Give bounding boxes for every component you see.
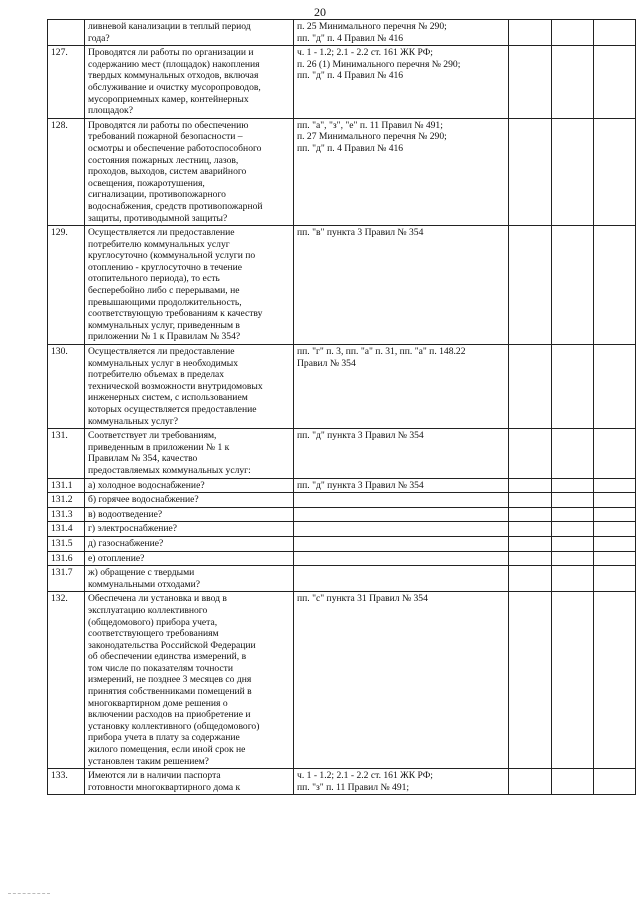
answer-cell[interactable] [509,769,552,795]
reference-line: п. 25 Минимального перечня № 290; [297,21,447,32]
question-line: круглосуточно (коммунальной услуги по [88,250,256,262]
question-cell [85,46,294,119]
answer-cell[interactable] [509,429,552,478]
table-row [48,345,636,429]
reference-line: п. 26 (1) Минимального перечня № 290; [297,58,461,70]
question-line: в) водоотведение? [88,508,163,520]
table-row [48,536,636,551]
question-cell [85,226,294,345]
question-line: мусороприемных камер, контейнерных [88,93,249,105]
item-number: 130. [48,345,85,429]
answer-cell[interactable] [509,493,552,508]
answer-cell[interactable] [509,551,552,566]
question-line: соответствующую требованиям к качеству [88,308,263,320]
reference-cell [294,769,509,795]
question-cell [85,566,294,592]
reference-line: пп. "д" п. 4 Правил № 416 [297,32,404,44]
question-cell [85,536,294,551]
question-line: Осуществляется ли предоставление [88,227,235,239]
question-line: жилого помещения, если иной срок не [88,744,246,756]
table-row [48,592,636,769]
footer-mark [8,893,50,895]
question-line: приведенным в приложении № 1 к [88,441,230,453]
item-number: 131.3 [48,507,85,522]
reference-cell [294,345,509,429]
answer-cell[interactable] [552,536,594,551]
answer-cell[interactable] [552,478,594,493]
question-line: эксплуатацию коллективного [88,604,208,616]
question-line: готовности многоквартирного дома к [88,781,241,793]
table-row [48,118,636,225]
answer-cell[interactable] [552,226,594,345]
question-line: потребителю коммунальных услуг [88,238,230,250]
item-number: 131.6 [48,551,85,566]
item-number: 131.7 [48,566,85,592]
table-row [48,46,636,119]
question-cell [85,429,294,478]
reference-cell [294,493,509,508]
question-line: Проводятся ли работы по организации и [88,47,254,59]
question-line: требований пожарной безопасности – [88,131,243,143]
reference-line: ч. 1 - 1.2; 2.1 - 2.2 ст. 161 ЖК РФ; [297,770,433,782]
item-number: 132. [48,592,85,769]
answer-cell[interactable] [509,507,552,522]
answer-cell[interactable] [509,226,552,345]
reference-line: Правил № 354 [297,357,356,369]
answer-cell[interactable] [594,46,636,119]
question-line: осмотры и обеспечение работоспособного [88,142,262,154]
question-line: сигнализации, противопожарного [88,189,226,201]
question-line: об обеспечении единства измерений, в [88,651,247,663]
reference-cell [294,118,509,225]
question-line: обслуживание и очистку мусоропроводов, [88,81,261,93]
item-number: 128. [48,118,85,225]
answer-cell[interactable] [552,566,594,592]
item-number: 127. [48,46,85,119]
question-line: соответствующего требованиям [88,628,219,640]
reference-cell [294,522,509,537]
answer-cell[interactable] [552,769,594,795]
question-line: том числе по показателям точности [88,662,233,674]
question-line: многоквартирном доме решения о [88,697,228,709]
answer-cell[interactable] [594,551,636,566]
reference-line: пп. "д" п. 4 Правил № 416 [297,70,404,82]
table-row [48,566,636,592]
question-line: Проводятся ли работы по обеспечению [88,119,249,131]
question-line: Обеспечена ли установка и ввод в [88,593,227,605]
answer-cell[interactable] [552,592,594,769]
answer-cell[interactable] [594,478,636,493]
table-row [48,507,636,522]
reference-line: пп. "а", "з", "е" п. 11 Правил № 491; [297,119,443,131]
question-line: твердых коммунальных отходов, включая [88,70,259,82]
reference-line: пп. "з" п. 11 Правил № 491; [297,781,410,793]
reference-cell [294,20,509,46]
question-line: освещения, пожаротушения, [88,177,205,189]
question-line: содержанию мест (площадок) накопления [88,58,260,70]
answer-cell[interactable] [509,118,552,225]
answer-cell[interactable] [552,493,594,508]
question-line: (общедомового) прибора учета, [88,616,218,628]
answer-cell[interactable] [594,566,636,592]
answer-cell[interactable] [552,345,594,429]
question-line: защиты, противодымной защиты? [88,212,228,224]
question-line: Имеются ли в наличии паспорта [88,770,221,782]
answer-cell[interactable] [509,522,552,537]
answer-cell[interactable] [594,429,636,478]
table-row [48,769,636,795]
item-number [48,20,85,46]
question-cell [85,507,294,522]
question-line: установлен таким решением? [88,755,209,767]
question-cell [85,345,294,429]
question-line: потребителю объемах в пределах [88,369,225,381]
question-line: отопительного периода), то есть [88,273,220,285]
reference-cell [294,592,509,769]
question-line: установку коллективного (общедомового) [88,720,260,732]
answer-cell[interactable] [594,226,636,345]
answer-cell[interactable] [552,551,594,566]
question-line: законодательства Российской Федерации [88,639,256,651]
question-line: е) отопление? [88,552,145,564]
question-cell [85,20,294,46]
answer-cell[interactable] [552,507,594,522]
question-line: включении расходов на приобретение и [88,709,251,721]
question-line: отоплению - круглосуточно в течение [88,261,242,273]
question-line: года? [88,32,110,44]
question-line: водоснабжения, средств противопожарной [88,200,263,212]
reference-line: пп. "г" п. 3, пп. "а" п. 31, пп. "а" п. 148.22 [297,346,466,358]
reference-cell [294,429,509,478]
reference-line: ч. 1 - 1.2; 2.1 - 2.2 ст. 161 ЖК РФ; [297,47,433,59]
question-line: б) горячее водоснабжение? [88,494,199,506]
question-line: коммунальных услуг в необходимых [88,357,239,369]
answer-cell[interactable] [594,345,636,429]
question-line: д) газоснабжение? [88,537,164,549]
reference-cell [294,226,509,345]
answer-cell[interactable] [552,118,594,225]
reference-line: пп. "с" пункта 31 Правил № 354 [297,593,428,605]
question-cell [85,592,294,769]
table-row [48,522,636,537]
answer-cell[interactable] [594,536,636,551]
answer-cell[interactable] [509,20,552,46]
checklist-table [47,19,636,795]
question-line: технической возможности внутридомовых [88,380,263,392]
question-cell [85,478,294,493]
question-line: проходов, выходов, систем аварийного [88,166,247,178]
answer-cell[interactable] [594,118,636,225]
answer-cell[interactable] [509,592,552,769]
item-number: 131.2 [48,493,85,508]
question-line: прибора учета в плату за содержание [88,732,240,744]
question-line: превышающими продолжительность, [88,296,242,308]
answer-cell[interactable] [594,592,636,769]
question-line: которых осуществляется предоставление [88,404,257,415]
answer-cell[interactable] [552,20,594,46]
answer-cell[interactable] [594,493,636,508]
question-line: бесперебойно либо с перерывами, не [88,285,240,297]
question-cell [85,551,294,566]
table-row [48,551,636,566]
answer-cell[interactable] [594,522,636,537]
question-line: коммунальных услуг, приведенным в [88,319,240,331]
reference-cell [294,507,509,522]
question-line: а) холодное водоснабжение? [88,479,205,491]
question-cell [85,522,294,537]
question-line: инженерных систем, с использованием [88,392,248,404]
question-line: Соответствует ли требованиям, [88,430,217,442]
question-line: Осуществляется ли предоставление [88,346,235,358]
reference-cell [294,46,509,119]
answer-cell[interactable] [594,20,636,46]
reference-line: п. 27 Минимального перечня № 290; [297,131,447,143]
reference-cell [294,566,509,592]
reference-line: пп. "д" п. 4 Правил № 416 [297,142,404,154]
question-line: коммунальными отходами? [88,578,200,590]
reference-line: пп. "в" пункта 3 Правил № 354 [297,227,424,239]
question-line: приложении № 1 к Правилам № 354? [88,331,241,343]
question-line: Правилам № 354, качество [88,453,198,465]
question-cell [85,493,294,508]
reference-cell [294,551,509,566]
reference-line: пп. "д" пункта 3 Правил № 354 [297,479,424,491]
table-row [48,226,636,345]
item-number: 131. [48,429,85,478]
answer-cell[interactable] [509,46,552,119]
question-line: состояния пожарных лестниц, лазов, [88,154,239,166]
answer-cell[interactable] [594,769,636,795]
answer-cell[interactable] [509,345,552,429]
question-line: измерений, не позднее 3 месяцев со дня [88,674,252,686]
item-number: 131.1 [48,478,85,493]
table-row [48,20,636,46]
answer-cell[interactable] [509,536,552,551]
question-cell [85,118,294,225]
question-cell [85,769,294,795]
reference-cell [294,536,509,551]
question-line: площадок? [88,105,133,117]
question-line: ж) обращение с твердыми [88,567,195,579]
page-number: 20 [314,5,326,19]
answer-cell[interactable] [594,507,636,522]
question-line: ливневой канализации в теплый период [88,21,251,32]
answer-cell[interactable] [509,478,552,493]
answer-cell[interactable] [552,46,594,119]
answer-cell[interactable] [552,429,594,478]
checklist-rows [48,20,636,795]
item-number: 129. [48,226,85,345]
answer-cell[interactable] [509,566,552,592]
reference-line: пп. "д" пункта 3 Правил № 354 [297,430,424,442]
item-number: 131.4 [48,522,85,537]
question-line: г) электроснабжение? [88,523,178,535]
item-number: 133. [48,769,85,795]
table-row [48,478,636,493]
item-number: 131.5 [48,536,85,551]
table-row [48,429,636,478]
question-line: коммунальных услуг? [88,415,178,427]
answer-cell[interactable] [552,522,594,537]
question-line: принятия собственниками помещений в [88,686,252,698]
question-line: предоставляемых коммунальных услуг: [88,464,251,476]
reference-cell [294,478,509,493]
table-row [48,493,636,508]
